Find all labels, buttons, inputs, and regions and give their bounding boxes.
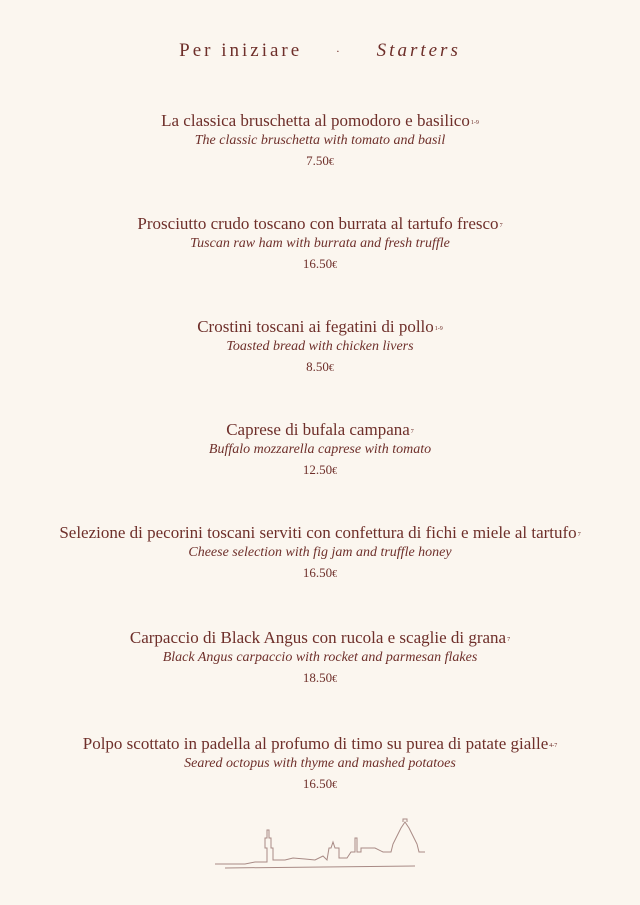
item-description-english: Black Angus carpaccio with rocket and parmesan flakes — [162, 650, 478, 665]
allergen-codes: 7 — [577, 532, 581, 538]
menu-item-carpaccio — [0, 627, 640, 691]
allergen-codes: 7 — [507, 637, 511, 643]
item-name-italian: Polpo scottato in padella al profumo di timo su purea di patate gialle$^{4-7}$ — [82, 734, 558, 753]
item-description-english: Buffalo mozzarella caprese with tomato — [208, 442, 432, 457]
section-title-italian: Per iniziare — [179, 40, 303, 61]
item-price: 16.50€ — [302, 565, 338, 580]
item-price: 12.50€ — [302, 462, 338, 477]
item-description-english: Tuscan raw ham with burrata and fresh truffle — [190, 236, 450, 251]
menu-item-polpo — [0, 733, 640, 797]
item-name-italian: Crostini toscani ai fegatini di pollo$^{1-9}$ — [197, 317, 443, 336]
menu-item-pecorini — [0, 522, 640, 586]
item-name-italian: La classica bruschetta al pomodoro e basilico$^{1-9}$ — [161, 111, 479, 130]
allergen-codes: 1-9 — [434, 326, 443, 332]
item-price: 8.50€ — [306, 359, 334, 374]
menu-item-prosciutto — [0, 213, 640, 277]
item-name-italian: Carpaccio di Black Angus con rucola e scaglie di grana$^7$ — [129, 628, 511, 647]
menu-section-title — [0, 40, 640, 62]
item-description-english: Toasted bread with chicken livers — [226, 339, 414, 354]
menu-item-crostini — [0, 316, 640, 380]
menu-item-bruschetta — [0, 110, 640, 174]
title-separator: · — [335, 44, 343, 59]
item-name-italian: Prosciutto crudo toscano con burrata al tartufo fresco$^7$ — [137, 214, 503, 233]
item-name-italian: Selezione di pecorini toscani serviti con confettura di fichi e miele al tartufo$^7$ — [59, 523, 581, 542]
item-price: 7.50€ — [306, 153, 334, 168]
menu-item-caprese — [0, 419, 640, 483]
florence-skyline-icon — [215, 818, 425, 870]
section-title-english: Starters — [376, 40, 461, 61]
item-description-english: The classic bruschetta with tomato and basil — [194, 133, 446, 148]
allergen-codes: 7 — [410, 429, 414, 435]
item-description-english: Seared octopus with thyme and mashed potatoes — [184, 756, 456, 771]
item-price: 16.50€ — [302, 256, 338, 271]
item-price: 18.50€ — [302, 670, 338, 685]
item-name-italian: Caprese di bufala campana$^7$ — [226, 420, 414, 439]
allergen-codes: 7 — [499, 223, 503, 229]
allergen-codes: 4-7 — [549, 743, 558, 749]
allergen-codes: 1-9 — [470, 120, 479, 126]
item-description-english: Cheese selection with fig jam and truffle honey — [188, 545, 452, 560]
item-price: 16.50€ — [302, 776, 338, 791]
